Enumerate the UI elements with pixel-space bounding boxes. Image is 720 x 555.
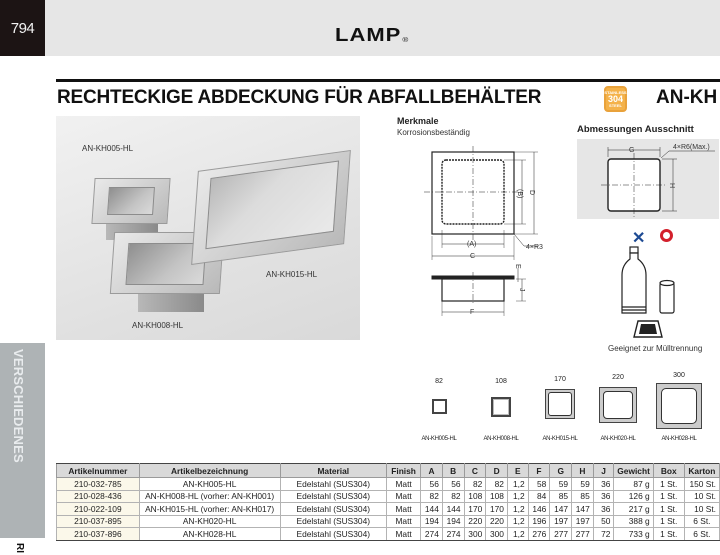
specification-table (56, 463, 720, 541)
size-lineup (410, 370, 720, 450)
dim-f: 196 (528, 515, 550, 528)
section-tab[interactable] (0, 343, 45, 538)
article-number: 210-037-896 (57, 528, 140, 541)
dim-g: 197 (550, 515, 572, 528)
col-header: Karton (684, 464, 719, 478)
tray-kh015-image (191, 150, 351, 265)
col-header: F (528, 464, 550, 478)
dim-d: 220 (486, 515, 508, 528)
dim-g: 85 (550, 490, 572, 503)
carton-qty: 6 St. (684, 515, 719, 528)
lineup-dim: 300 (673, 372, 685, 379)
dim-h: 59 (572, 478, 594, 491)
section-tab-label: VERSCHIEDENES (11, 349, 26, 463)
article-name: AN-KH008-HL (vorher: AN-KH001) (139, 490, 280, 503)
box-qty: 1 St. (653, 503, 684, 516)
col-header: Finish (387, 464, 421, 478)
cutout-label-g: G (629, 147, 635, 154)
finish: Matt (387, 515, 421, 528)
box-qty: 1 St. (653, 528, 684, 541)
dim-label-a: (A) (467, 241, 477, 248)
dim-e: 1,2 (507, 490, 528, 503)
dim-c: 220 (464, 515, 486, 528)
dim-a: 194 (421, 515, 443, 528)
dim-label-f: F (470, 309, 475, 316)
registered-mark: ® (402, 35, 410, 44)
finish: Matt (387, 503, 421, 516)
weight: 733 g (614, 528, 653, 541)
badge-bottom-text: STEEL (609, 102, 622, 108)
table-header-row (57, 464, 720, 478)
dim-b: 194 (442, 515, 464, 528)
lineup-shape (599, 387, 637, 423)
dim-e: 1,2 (507, 503, 528, 516)
weight: 388 g (614, 515, 653, 528)
box-qty: 1 St. (653, 478, 684, 491)
technical-drawing (420, 140, 560, 320)
dim-j: 36 (593, 490, 614, 503)
dim-a: 82 (421, 490, 443, 503)
carton-qty: 10 St. (684, 503, 719, 516)
col-header: C (464, 464, 486, 478)
dim-e: 1,2 (507, 528, 528, 541)
article-name: AN-KH028-HL (139, 528, 280, 541)
dim-a: 274 (421, 528, 443, 541)
article-name: AN-KH005-HL (139, 478, 280, 491)
brand-logo (335, 24, 409, 46)
col-header: J (593, 464, 614, 478)
cutout-label-radius: 4×R6(Max.) (673, 144, 710, 151)
box-qty: 1 St. (653, 515, 684, 528)
dim-d: 82 (486, 478, 508, 491)
cutout-diagram (577, 139, 719, 219)
dim-label-j: J (518, 288, 525, 292)
col-header: H (572, 464, 594, 478)
dim-g: 277 (550, 528, 572, 541)
tray-kh008-body (138, 294, 204, 312)
dim-j: 36 (593, 478, 614, 491)
tray-kh005-image (91, 178, 170, 224)
table-row (57, 503, 720, 516)
carton-qty: 6 St. (684, 528, 719, 541)
dim-h: 277 (572, 528, 594, 541)
dim-c: 170 (464, 503, 486, 516)
cutout-heading: Abmessungen Ausschnitt (577, 124, 694, 135)
dim-label-d: D (528, 190, 535, 196)
dim-j: 72 (593, 528, 614, 541)
product-code: AN-KH (656, 87, 718, 108)
finish: Matt (387, 528, 421, 541)
table-row (57, 478, 720, 491)
dim-g: 59 (550, 478, 572, 491)
photo-label-kh005: AN-KH005-HL (82, 144, 134, 153)
lineup-dim: 108 (495, 378, 507, 385)
lineup-item-kh008 (488, 378, 514, 417)
col-header: Material (280, 464, 387, 478)
stainless-304-badge-icon (604, 86, 627, 112)
dim-e: 1,2 (507, 478, 528, 491)
lineup-name: AN-KH028-HL (661, 436, 697, 442)
material: Edelstahl (SUS304) (280, 490, 387, 503)
col-header: E (507, 464, 528, 478)
col-header: D (486, 464, 508, 478)
carton-qty: 10 St. (684, 490, 719, 503)
lineup-item-kh028 (656, 372, 702, 429)
dim-j: 50 (593, 515, 614, 528)
dim-b: 274 (442, 528, 464, 541)
next-section-tab-label: RI (14, 543, 25, 553)
dim-f: 276 (528, 528, 550, 541)
article-name: AN-KH020-HL (139, 515, 280, 528)
lineup-name: AN-KH020-HL (600, 436, 636, 442)
article-number: 210-022-109 (57, 503, 140, 516)
wrong-cross-icon: ✕ (632, 230, 646, 247)
lineup-name: AN-KH015-HL (542, 436, 578, 442)
dim-c: 300 (464, 528, 486, 541)
weight: 87 g (614, 478, 653, 491)
weight: 126 g (614, 490, 653, 503)
table-row (57, 490, 720, 503)
dim-d: 170 (486, 503, 508, 516)
lineup-dim: 82 (435, 378, 443, 385)
dim-d: 300 (486, 528, 508, 541)
dim-h: 147 (572, 503, 594, 516)
carton-qty: 150 St. (684, 478, 719, 491)
sorting-caption: Geeignet zur Mülltrennung (608, 344, 703, 353)
col-header: Gewicht (614, 464, 653, 478)
dim-c: 82 (464, 478, 486, 491)
lineup-dim: 170 (554, 376, 566, 383)
article-number: 210-032-785 (57, 478, 140, 491)
col-header: Box (653, 464, 684, 478)
badge-top-text: STAINLESS (604, 89, 627, 95)
material: Edelstahl (SUS304) (280, 528, 387, 541)
correct-circle-icon (660, 229, 673, 242)
dim-b: 144 (442, 503, 464, 516)
table-row (57, 515, 720, 528)
feature-item: Korrosionsbeständig (397, 128, 470, 137)
article-number: 210-037-895 (57, 515, 140, 528)
table-row (57, 528, 720, 541)
product-photo (56, 116, 360, 340)
lineup-dim: 220 (612, 374, 624, 381)
material: Edelstahl (SUS304) (280, 478, 387, 491)
photo-label-kh008: AN-KH008-HL (132, 321, 184, 330)
dim-d: 108 (486, 490, 508, 503)
lineup-item-kh020 (598, 374, 638, 423)
dim-e: 1,2 (507, 515, 528, 528)
lineup-shape (656, 383, 702, 429)
brand-name: LAMP (335, 24, 402, 46)
dim-g: 147 (550, 503, 572, 516)
finish: Matt (387, 478, 421, 491)
dim-a: 144 (421, 503, 443, 516)
dim-c: 108 (464, 490, 486, 503)
page-title: RECHTECKIGE ABDECKUNG FÜR ABFALLBEHÄLTER (57, 87, 542, 108)
features-heading: Merkmale (397, 116, 439, 126)
weight: 217 g (614, 503, 653, 516)
dim-h: 197 (572, 515, 594, 528)
col-header: G (550, 464, 572, 478)
box-qty: 1 St. (653, 490, 684, 503)
photo-label-kh015: AN-KH015-HL (266, 270, 318, 279)
dim-f: 146 (528, 503, 550, 516)
dim-label-e: E (514, 264, 521, 269)
dim-b: 82 (442, 490, 464, 503)
article-number: 210-028-436 (57, 490, 140, 503)
finish: Matt (387, 490, 421, 503)
dim-f: 84 (528, 490, 550, 503)
cutout-drawing (577, 139, 719, 219)
badge-number: 304 (607, 93, 624, 104)
dim-j: 36 (593, 503, 614, 516)
cutout-label-h: H (668, 183, 675, 189)
lineup-shape (545, 389, 575, 419)
dim-label-c: C (470, 253, 476, 260)
material: Edelstahl (SUS304) (280, 503, 387, 516)
lineup-item-kh015 (544, 376, 576, 419)
lineup-item-kh005 (428, 378, 450, 414)
col-header: A (421, 464, 443, 478)
dim-label-b: (B) (516, 189, 523, 199)
dim-a: 56 (421, 478, 443, 491)
dim-f: 58 (528, 478, 550, 491)
lineup-shape (432, 399, 447, 414)
title-rule (56, 79, 720, 82)
article-name: AN-KH015-HL (vorher: AN-KH017) (139, 503, 280, 516)
material: Edelstahl (SUS304) (280, 515, 387, 528)
page-number: 794 (0, 0, 45, 56)
lineup-name: AN-KH005-HL (421, 436, 457, 442)
dim-label-radius: 4×R3 (526, 244, 543, 251)
col-header: Artikelnummer (57, 464, 140, 478)
col-header: Artikelbezeichnung (139, 464, 280, 478)
lineup-shape (491, 397, 511, 417)
col-header: B (442, 464, 464, 478)
dim-h: 85 (572, 490, 594, 503)
dim-b: 56 (442, 478, 464, 491)
lineup-name: AN-KH008-HL (483, 436, 519, 442)
bottle-and-can-icon (620, 245, 700, 340)
